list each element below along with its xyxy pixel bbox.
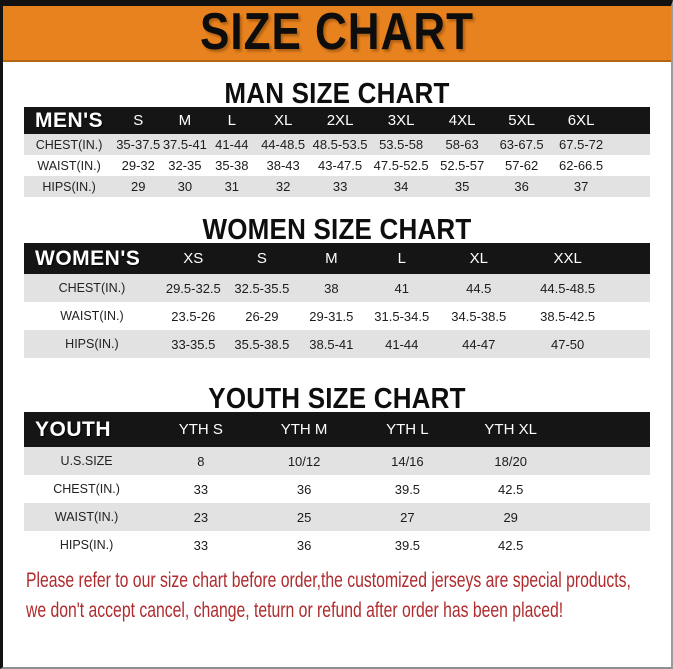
column-header-cell: 6XL	[567, 112, 595, 129]
row-label-cell: WAIST(IN.)	[54, 510, 119, 524]
data-cell: 35.5-38.5	[234, 336, 290, 352]
data-cell: 41-44	[385, 336, 419, 352]
column-header-cell: S	[256, 250, 267, 267]
spacer-cell	[611, 107, 650, 134]
data-cell: 42.5	[498, 537, 524, 553]
data-cell: 48.5-53.5	[312, 137, 368, 152]
table-row	[24, 330, 650, 358]
column-header-cell: YTH S	[178, 421, 223, 438]
banner	[3, 6, 671, 62]
table-header-row	[24, 412, 650, 447]
column-header-cell: L	[227, 112, 236, 129]
data-cell: 29	[131, 179, 146, 194]
data-cell: 35-37.5	[116, 137, 161, 152]
youth-size-chart-heading: YOUTH SIZE CHART	[208, 381, 466, 415]
column-header-cell: XL	[273, 112, 293, 129]
table-title-cell: YOUTH	[35, 417, 111, 441]
footer-disclaimer	[26, 566, 671, 626]
data-cell: 52.5-57	[440, 158, 485, 173]
data-cell: 25	[296, 509, 312, 525]
row-label-cell: CHEST(IN.)	[53, 482, 120, 496]
data-cell: 33	[193, 537, 209, 553]
data-cell: 44-47	[462, 336, 496, 352]
data-cell: 29-32	[121, 158, 155, 173]
column-header-cell: YTH M	[280, 421, 328, 438]
row-label-cell: U.S.SIZE	[60, 454, 113, 468]
data-cell: 38-43	[266, 158, 300, 173]
data-cell: 36	[514, 179, 529, 194]
data-cell: 31	[224, 179, 240, 194]
column-header-cell: YTH XL	[484, 421, 537, 438]
column-header-cell: YTH L	[386, 421, 429, 438]
spacer-cell	[562, 503, 650, 531]
data-cell: 8	[197, 453, 205, 469]
table-row	[24, 134, 650, 155]
footer-disclaimer-line2: we don't accept cancel, change, teturn or refund after order has been placed!	[26, 599, 564, 622]
row-label-cell: HIPS(IN.)	[65, 337, 119, 351]
data-cell: 44.5-48.5	[540, 280, 596, 296]
column-header-cell: XXL	[553, 250, 582, 267]
data-cell: 33-35.5	[171, 336, 216, 352]
data-cell: 30	[177, 179, 193, 194]
spacer-cell	[616, 302, 650, 330]
data-cell: 37.5-41	[162, 137, 207, 152]
data-cell: 31.5-34.5	[374, 308, 430, 324]
data-cell: 35	[454, 179, 470, 194]
table-title-cell: WOMEN'S	[35, 246, 141, 270]
spacer-cell	[562, 412, 650, 447]
data-cell: 32	[275, 179, 291, 194]
data-cell: 34.5-38.5	[451, 308, 507, 324]
column-header-cell: 3XL	[387, 112, 415, 129]
data-cell: 35-38	[215, 158, 249, 173]
table-row	[24, 274, 650, 302]
data-cell: 42.5	[498, 481, 524, 497]
spacer-cell	[562, 475, 650, 503]
spacer-cell	[616, 274, 650, 302]
data-cell: 14/16	[391, 453, 424, 469]
data-cell: 47-50	[551, 336, 585, 352]
data-cell: 39.5	[394, 481, 421, 497]
column-header-cell: 2XL	[326, 112, 354, 129]
table-header-row	[24, 243, 650, 274]
data-cell: 41	[394, 280, 409, 296]
row-label-cell: CHEST(IN.)	[58, 281, 126, 295]
data-cell: 43-47.5	[318, 158, 363, 173]
data-cell: 38	[324, 280, 339, 296]
youth-size-table	[24, 412, 650, 559]
column-header-cell: 5XL	[508, 112, 535, 129]
data-cell: 36	[296, 481, 312, 497]
data-cell: 44.5	[466, 280, 492, 296]
column-header-cell: 4XL	[448, 112, 476, 129]
data-cell: 29.5-32.5	[165, 280, 221, 296]
row-label-cell: HIPS(IN.)	[42, 179, 96, 194]
data-cell: 18/20	[494, 453, 527, 469]
data-cell: 26-29	[245, 308, 279, 324]
row-label-cell: HIPS(IN.)	[59, 538, 114, 552]
data-cell: 47.5-52.5	[373, 158, 429, 173]
page-title: SIZE CHART	[200, 6, 474, 61]
table-row	[24, 447, 650, 475]
data-cell: 33	[193, 481, 209, 497]
data-cell: 44-48.5	[261, 137, 306, 152]
data-cell: 63-67.5	[499, 137, 544, 152]
data-cell: 37	[573, 179, 589, 194]
row-label-cell: WAIST(IN.)	[60, 309, 124, 323]
data-cell: 38.5-42.5	[540, 308, 596, 324]
table-row	[24, 302, 650, 330]
column-header-cell: L	[397, 250, 406, 267]
data-cell: 36	[296, 537, 312, 553]
data-cell: 10/12	[287, 453, 321, 469]
row-label-cell: WAIST(IN.)	[37, 158, 101, 173]
data-cell: 23	[193, 509, 209, 525]
spacer-cell	[611, 134, 650, 155]
data-cell: 38.5-41	[309, 336, 354, 352]
data-cell: 34	[393, 179, 409, 194]
column-header-cell: XS	[183, 250, 204, 267]
data-cell: 29-31.5	[309, 308, 354, 324]
spacer-cell	[616, 330, 650, 358]
table-row	[24, 155, 650, 176]
column-header-cell: XL	[469, 250, 488, 267]
table-row	[24, 503, 650, 531]
women-size-chart-heading: WOMEN SIZE CHART	[202, 212, 472, 246]
data-cell: 23.5-26	[171, 308, 216, 324]
footer-disclaimer-line1: Please refer to our size chart before order,the customized jerseys are special products,	[26, 569, 631, 592]
column-header-cell: M	[178, 112, 192, 129]
table-row	[24, 176, 650, 197]
man-size-chart-heading: MAN SIZE CHART	[224, 76, 450, 110]
data-cell: 41-44	[215, 137, 249, 152]
row-label-cell: CHEST(IN.)	[35, 137, 103, 152]
data-cell: 62-66.5	[559, 158, 604, 173]
column-header-cell: S	[133, 112, 144, 129]
mens-size-table	[24, 107, 650, 197]
data-cell: 67.5-72	[559, 137, 604, 152]
table-row	[24, 531, 650, 559]
spacer-cell	[611, 176, 650, 197]
womens-size-table	[24, 243, 650, 358]
data-cell: 32-35	[168, 158, 202, 173]
data-cell: 57-62	[504, 158, 539, 173]
spacer-cell	[562, 447, 650, 475]
data-cell: 32.5-35.5	[234, 280, 290, 296]
table-title-cell: MEN'S	[35, 108, 104, 132]
data-cell: 58-63	[445, 137, 479, 152]
data-cell: 53.5-58	[379, 137, 424, 152]
column-header-cell: M	[325, 250, 338, 267]
data-cell: 39.5	[394, 537, 421, 553]
spacer-cell	[562, 531, 650, 559]
data-cell: 27	[400, 509, 415, 525]
spacer-cell	[611, 155, 650, 176]
table-header-row	[24, 107, 650, 134]
table-row	[24, 475, 650, 503]
data-cell: 29	[503, 509, 518, 525]
data-cell: 33	[332, 179, 348, 194]
spacer-cell	[616, 243, 650, 274]
